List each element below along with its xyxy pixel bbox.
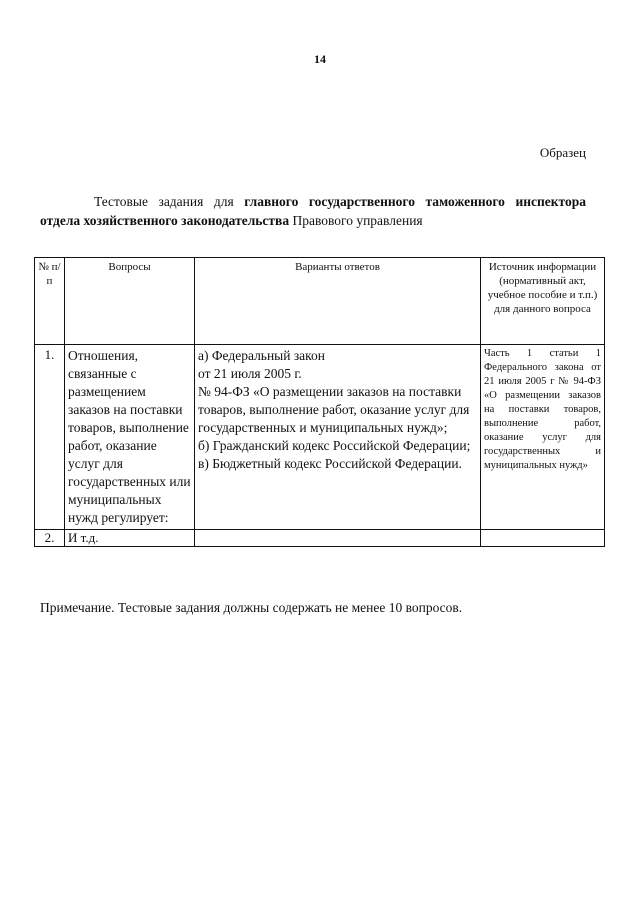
test-questions-table: [34, 257, 605, 547]
document-title: [40, 192, 586, 230]
row-number: 2.: [35, 530, 65, 547]
title-part-2: главного государственного таможенного инспектора отдела хозяйственного законодательства: [40, 194, 586, 228]
title-part-3: Правового управления: [289, 213, 423, 228]
answer-option: в) Бюджетный кодекс Российской Федерации.: [198, 456, 462, 471]
header-questions: Вопросы: [65, 258, 195, 345]
answer-option: а) Федеральный закон: [198, 348, 326, 363]
answer-options: [195, 530, 481, 547]
answer-option: от 21 июля 2005 г.: [198, 366, 302, 381]
table-row: [35, 345, 605, 530]
answer-option: № 94-ФЗ «О размещении заказов на поставки товаров, выполнение работ, оказание услуг для государственных и муниципальных нужд»;: [198, 384, 470, 435]
note-text: Примечание. Тестовые задания должны содержать не менее 10 вопросов.: [40, 600, 463, 615]
row-number: 1.: [35, 345, 65, 530]
header-number: № п/п: [35, 258, 65, 345]
answer-option: б) Гражданский кодекс Российской Федерации;: [198, 438, 471, 453]
title-part-1: Тестовые задания для: [94, 194, 245, 209]
answer-options: [195, 345, 481, 530]
table-row: [35, 530, 605, 547]
source-reference: Часть 1 статьи 1 Федерального закона от 21 июля 2005 г № 94-ФЗ «О размещении заказов на поставки товаров, выполнение работ, оказание услуг для государственных и муниципальных нужд»: [481, 345, 605, 530]
question-text: И т.д.: [65, 530, 195, 547]
page-number: 14: [314, 52, 326, 66]
sample-label: Образец: [539, 145, 586, 160]
source-reference: [481, 530, 605, 547]
table-header-row: [35, 258, 605, 345]
header-source: Источник информации (нормативный акт, учебное пособие и т.п.) для данного вопроса: [481, 258, 605, 345]
header-answers: Варианты ответов: [195, 258, 481, 345]
question-text: Отношения, связанные с размещением заказов на поставки товаров, выполнение работ, оказание услуг для государственных или муниципальных нужд регулирует:: [65, 345, 195, 530]
